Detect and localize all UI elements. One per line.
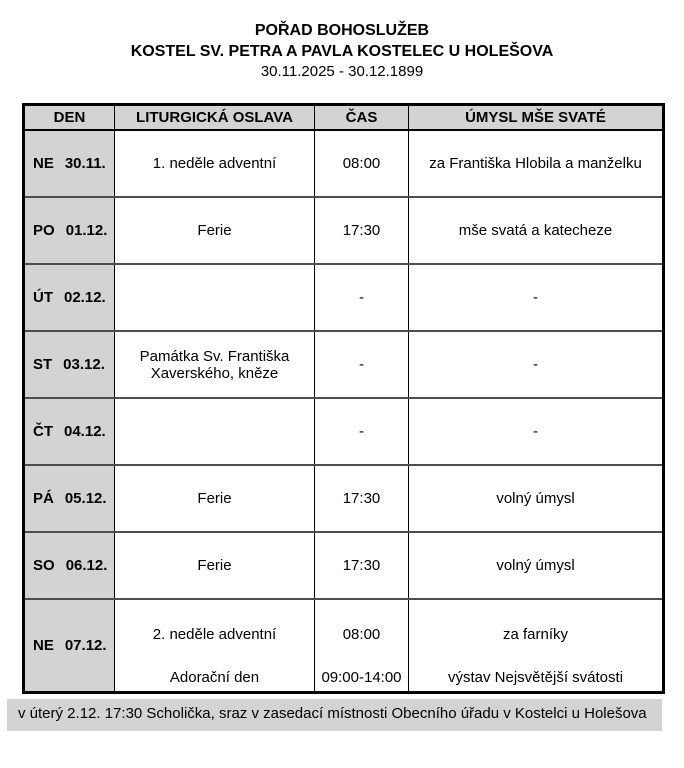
day-date: 05.12. [64, 490, 107, 507]
celebration-line-1: 2. neděle adventní [152, 626, 277, 643]
time-cell [315, 599, 409, 692]
celebration-cell: Ferie [115, 465, 315, 532]
col-header-den: DEN [24, 105, 115, 131]
celebration-cell: Ferie [115, 532, 315, 599]
day-abbr: SO [33, 557, 55, 574]
table-header-row [24, 105, 664, 131]
col-header-cas: ČAS [315, 105, 409, 131]
intention-cell: volný úmysl [409, 532, 664, 599]
table-row [24, 331, 664, 398]
time-cell: 17:30 [315, 532, 409, 599]
day-date: 30.11. [64, 155, 106, 172]
intention-cell: - [409, 398, 664, 465]
day-cell [24, 532, 115, 599]
time-cell: - [315, 398, 409, 465]
time-cell: - [315, 264, 409, 331]
table-row [24, 532, 664, 599]
celebration-line-2: Adorační den [169, 669, 260, 686]
intention-cell: - [409, 264, 664, 331]
title-date-range: 30.11.2025 - 30.12.1899 [260, 63, 424, 80]
page-title: POŘAD BOHOSLUŽEB [254, 22, 430, 39]
day-cell [24, 465, 115, 532]
table-row [24, 197, 664, 264]
day-cell [24, 264, 115, 331]
day-abbr: PÁ [33, 490, 54, 507]
time-cell: 17:30 [315, 197, 409, 264]
celebration-cell [115, 264, 315, 331]
schedule-table [22, 103, 665, 694]
day-cell [24, 331, 115, 398]
intention-cell: volný úmysl [409, 465, 664, 532]
day-date: 07.12. [64, 636, 107, 654]
day-date: 03.12. [63, 356, 105, 373]
day-abbr: ČT [33, 423, 53, 440]
intention-cell: za Františka Hlobila a manželku [409, 130, 664, 197]
intention-cell [409, 599, 664, 692]
table-row [24, 465, 664, 532]
day-abbr: PO [33, 222, 55, 239]
day-date: 02.12. [64, 289, 106, 306]
celebration-cell [115, 398, 315, 465]
table-row [24, 398, 664, 465]
title-church-line: KOSTEL SV. PETRA A PAVLA KOSTELEC U HOLEŠOVA [130, 43, 554, 60]
table-row [24, 264, 664, 331]
time-cell: 08:00 [315, 130, 409, 197]
day-date: 06.12. [65, 557, 108, 574]
title-block [0, 20, 684, 82]
day-abbr: ST [33, 356, 53, 373]
day-cell [24, 130, 115, 197]
day-abbr: NE [33, 155, 54, 172]
day-cell [24, 398, 115, 465]
celebration-cell [115, 599, 315, 692]
celebration-cell: Ferie [115, 197, 315, 264]
footer-note: v úterý 2.12. 17:30 Scholička, sraz v zasedací místnosti Obecního úřadu v Kostelci u Holešova [7, 699, 662, 731]
table-row [24, 130, 664, 197]
col-header-oslava: LITURGICKÁ OSLAVA [115, 105, 315, 131]
time-line-2: 09:00-14:00 [321, 669, 402, 686]
time-line-1: 08:00 [342, 626, 381, 643]
intention-line-2: výstav Nejsvětější svátosti [447, 669, 624, 686]
day-date: 04.12. [64, 423, 106, 440]
day-abbr: ÚT [33, 289, 53, 306]
table-row [24, 599, 664, 692]
day-date: 01.12. [65, 222, 108, 239]
celebration-cell: Památka Sv. Františka Xaverského, kněze [115, 331, 315, 398]
col-header-umysl: ÚMYSL MŠE SVATÉ [409, 105, 664, 131]
day-cell [24, 197, 115, 264]
day-cell [24, 599, 115, 692]
intention-cell: - [409, 331, 664, 398]
celebration-cell: 1. neděle adventní [115, 130, 315, 197]
time-cell: 17:30 [315, 465, 409, 532]
intention-line-1: za farníky [502, 626, 569, 643]
day-abbr: NE [33, 636, 54, 654]
intention-cell: mše svatá a katecheze [409, 197, 664, 264]
time-cell: - [315, 331, 409, 398]
